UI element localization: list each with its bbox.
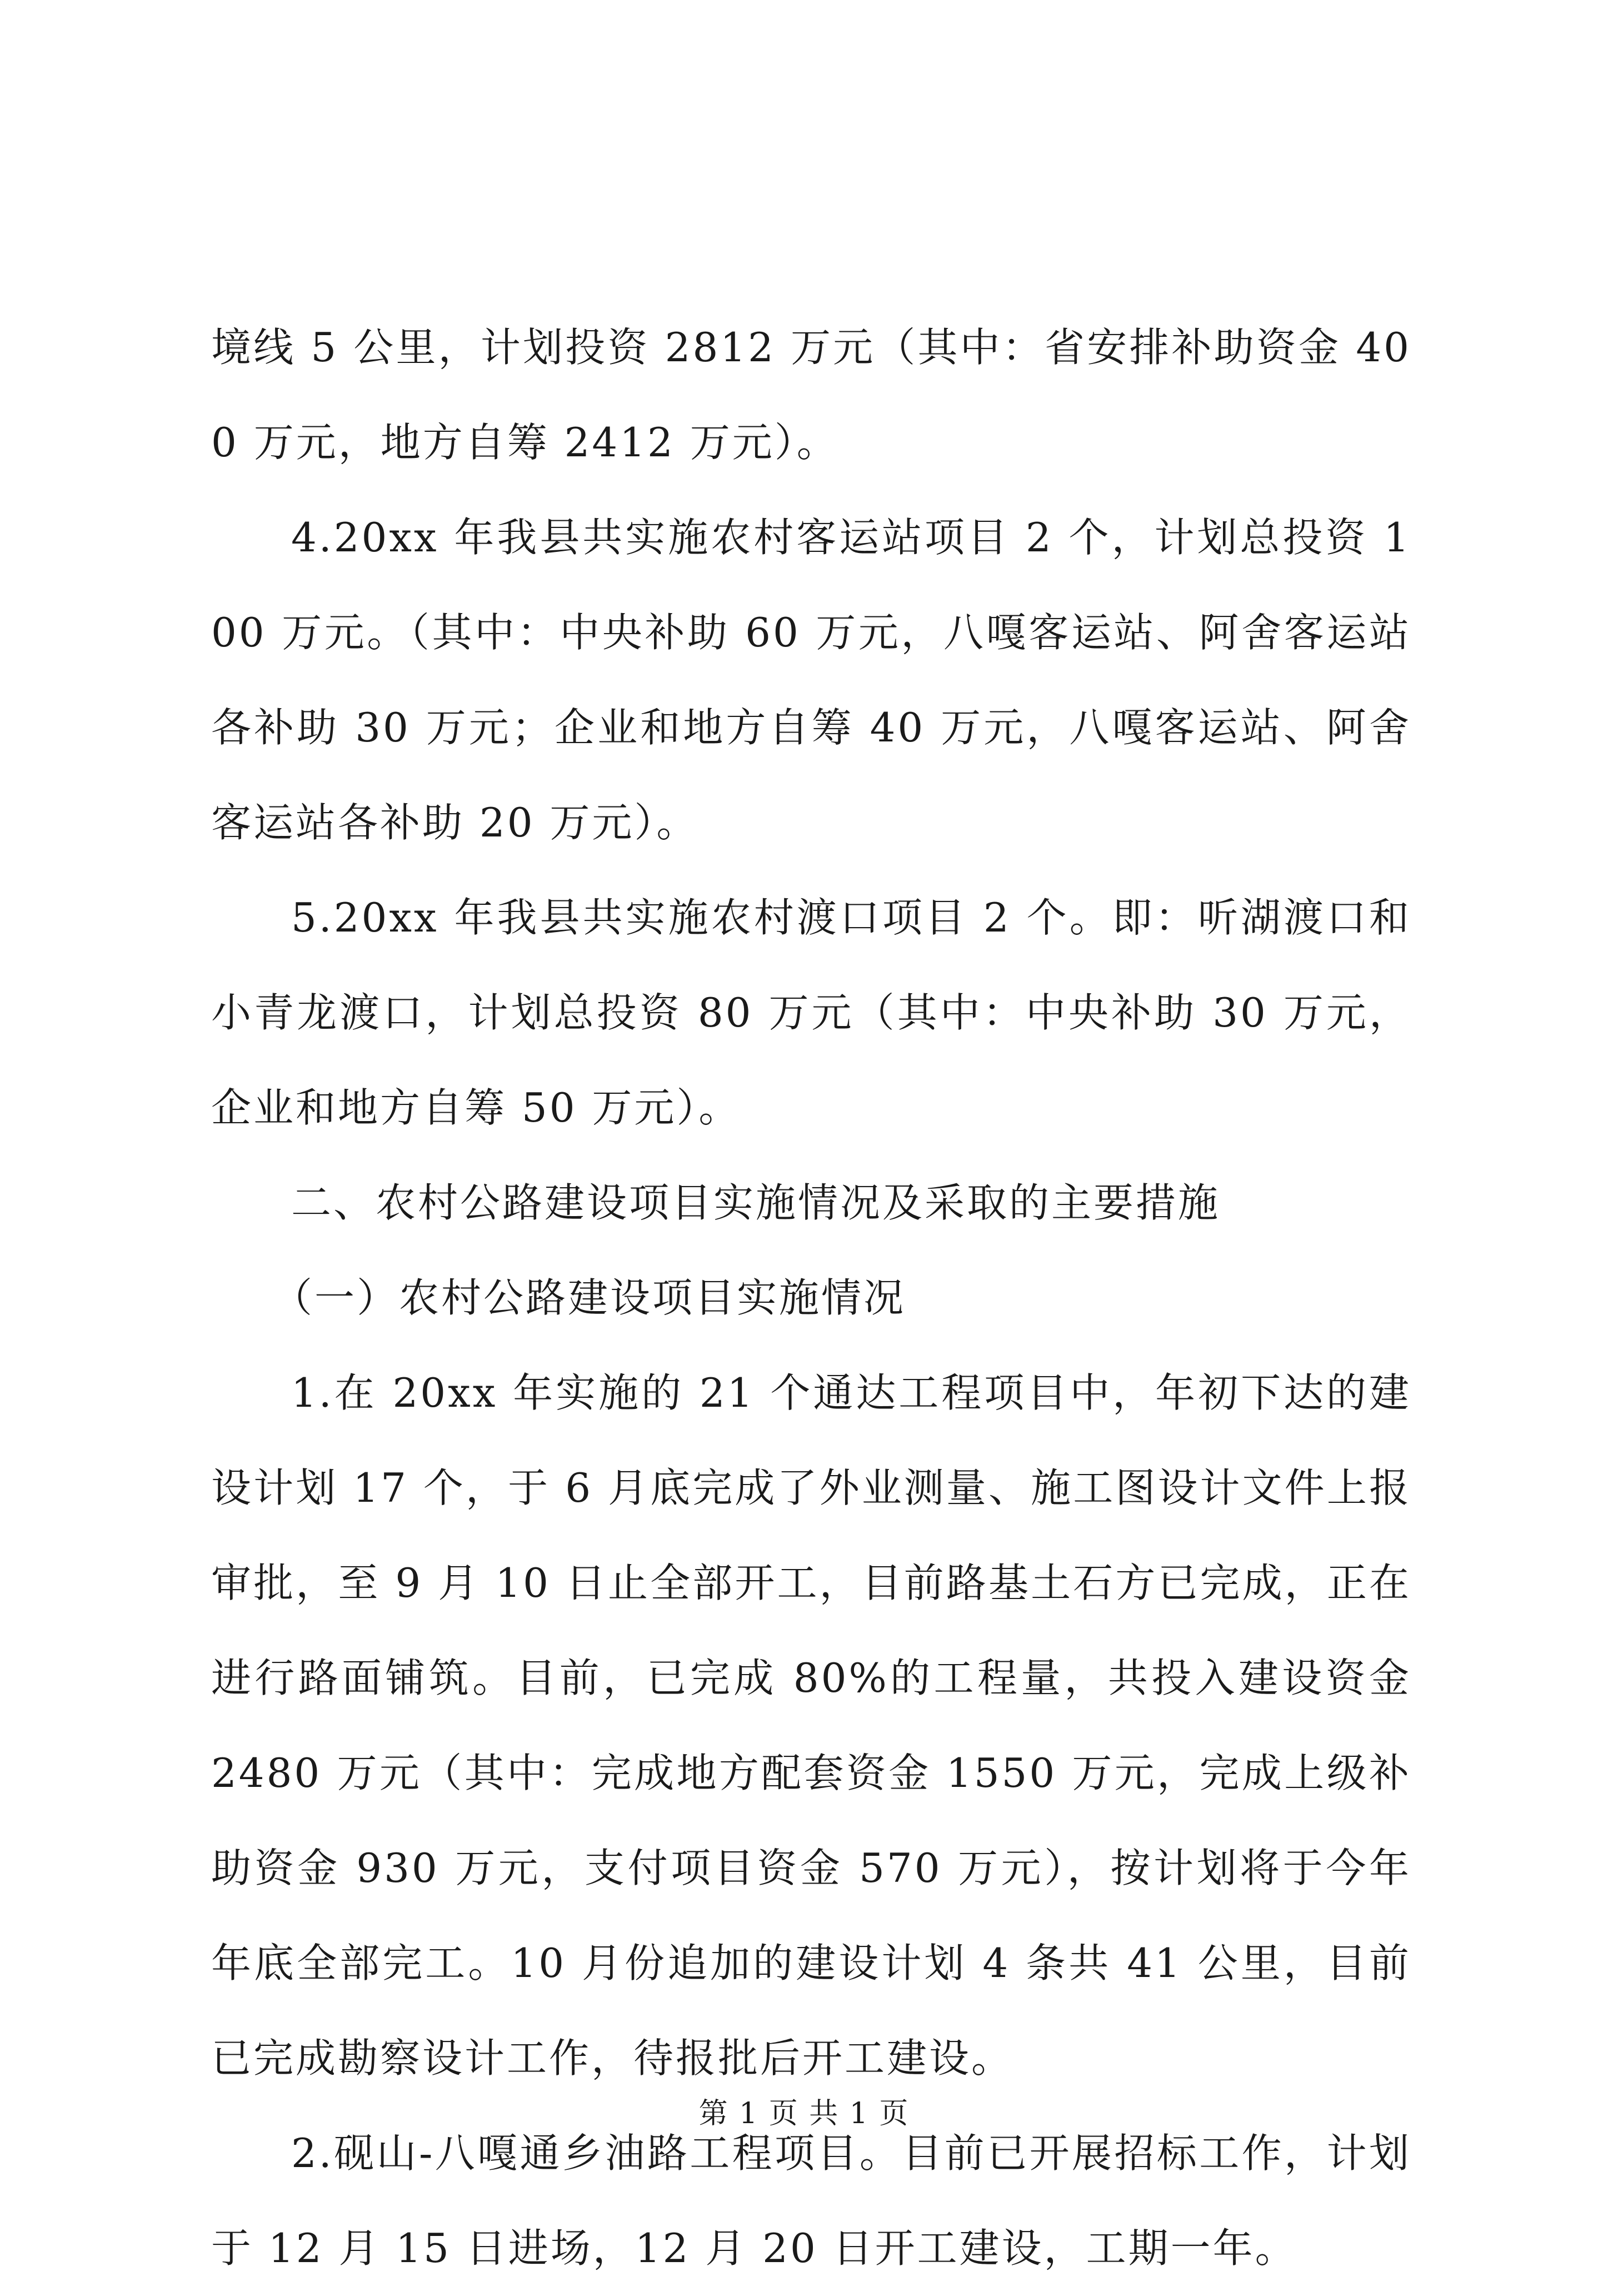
paragraph-item-5: 5.20xx 年我县共实施农村渡口项目 2 个。即：听湖渡口和小青龙渡口，计划总投资 80 万元（其中：中央补助 30 万元，企业和地方自筹 50 万元）。 [211,894,1411,1131]
paragraph-item-2: 2.砚山-八嘎通乡油路工程项目。目前已开展招标工作，计划于 12 月 15 日进场，12 月 20 日开工建设，工期一年。 [211,2130,1411,2272]
paragraph-continuation: 境线 5 公里，计划投资 2812 万元（其中：省安排补助资金 400 万元，地方自筹 2412 万元）。 [211,324,1411,466]
document-body [211,300,1411,2296]
subsection-heading: （一）农村公路建设项目实施情况 [272,1274,906,1321]
page-footer: 第 1 页 共 1 页 [698,2097,910,2130]
paragraph-item-4: 4.20xx 年我县共实施农村客运站项目 2 个，计划总投资 100 万元。（其中：中央补助 60 万元，八嘎客运站、阿舍客运站各补助 30 万元；企业和地方自筹 40 万元，八嘎客运站、阿舍客运站各补助 20 万元）。 [211,514,1411,846]
paragraph-item-1: 1.在 20xx 年实施的 21 个通达工程项目中，年初下达的建设计划 17 个，于 6 月底完成了外业测量、施工图设计文件上报审批，至 9 月 10 日止全部开工，目前路基土石方已完成，正在进行路面铺筑。目前，已完成 80%的工程量，共投入建设资金 2480 万元（其中：完成地方配套资金 1550 万元，完成上级补助资金 930 万元，支付项目资金 570 万元），按计划将于今年年底全部完工。10 月份追加的建设计划 4 条共 41 公里，目前已完成勘察设计工作，待报批后开工建设。 [211,1369,1411,2081]
section-heading: 二、农村公路建设项目实施情况及采取的主要措施 [291,1179,1221,1226]
